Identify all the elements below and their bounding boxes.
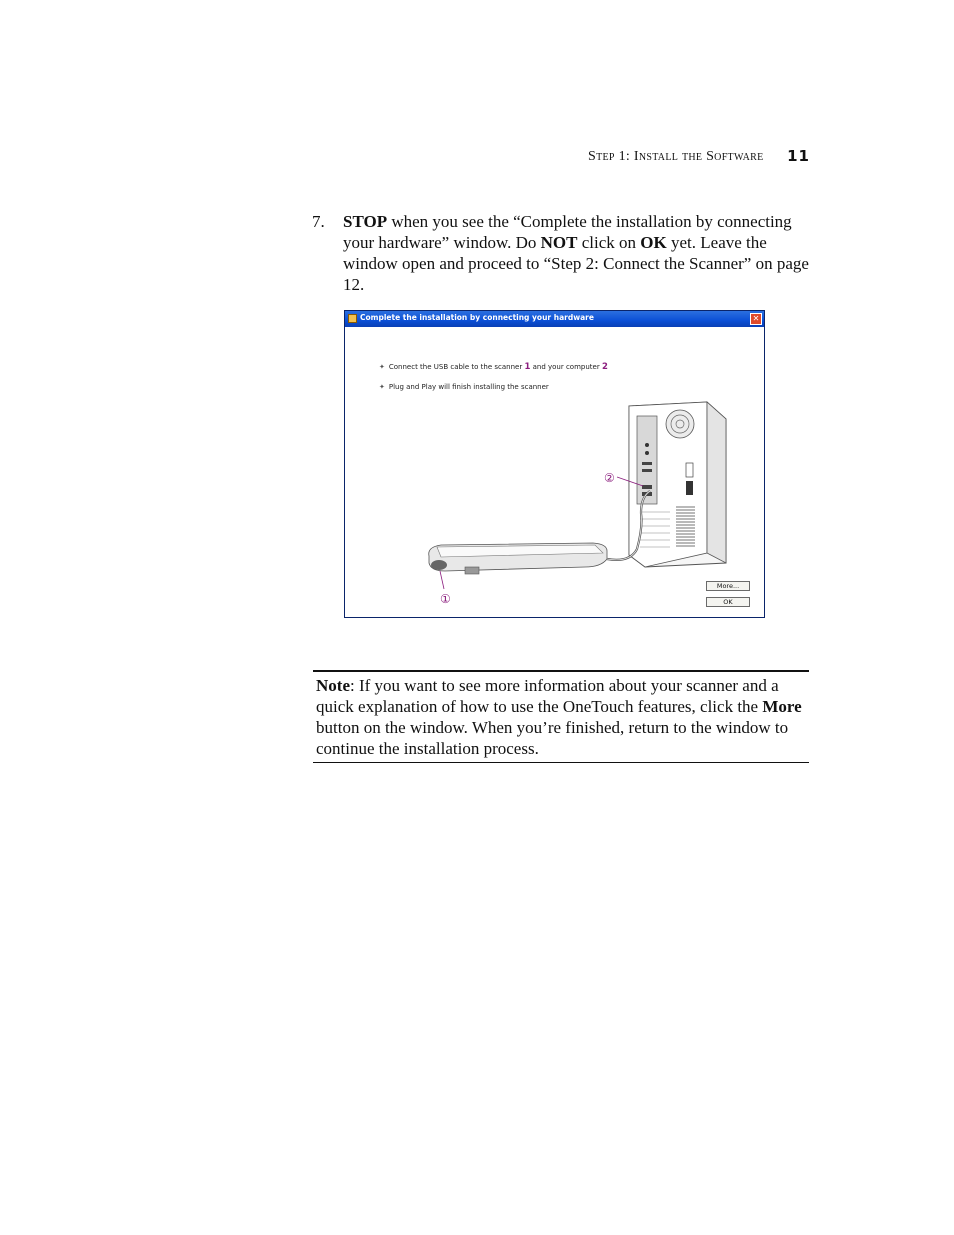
instruction-usb-text: Connect the USB cable to the scanner bbox=[388, 363, 525, 371]
app-icon bbox=[348, 314, 357, 323]
install-dialog-screenshot bbox=[344, 310, 765, 618]
dialog-titlebar bbox=[345, 311, 764, 327]
note-text-part1: : If you want to see more information about your scanner and a quick explanation of how to use the OneTouch features, click the bbox=[316, 676, 779, 716]
more-button[interactable]: More... bbox=[706, 581, 750, 591]
callout-1: ① bbox=[440, 592, 451, 606]
callout-2: ② bbox=[604, 471, 615, 485]
step-text-part1: when you see the “Complete the installation by connecting your hardware” window. Do bbox=[343, 212, 792, 252]
more-word: More bbox=[762, 697, 802, 716]
dialog-title: Complete the installation by connecting your hardware bbox=[360, 313, 594, 322]
instruction-usb-mid: and your computer bbox=[530, 363, 602, 371]
stop-word: STOP bbox=[343, 212, 388, 231]
note-box bbox=[313, 670, 809, 763]
close-icon[interactable]: ✕ bbox=[750, 313, 762, 325]
running-head bbox=[588, 148, 810, 168]
bullet-star-icon: ✦ bbox=[379, 363, 385, 371]
note-text bbox=[316, 675, 804, 759]
instruction-pnp-text: Plug and Play will finish installing the scanner bbox=[388, 383, 549, 391]
step-text bbox=[343, 211, 812, 295]
note-text-part2: button on the window. When you’re finished, return to the window to continue the installation process. bbox=[316, 718, 789, 758]
connection-illustration bbox=[345, 327, 764, 617]
ok-word: OK bbox=[640, 233, 667, 252]
computer-tower-icon bbox=[629, 402, 726, 567]
page-number: 11 bbox=[787, 147, 810, 165]
ok-button[interactable]: OK bbox=[706, 597, 750, 607]
step-text-part2: click on bbox=[577, 233, 641, 252]
step-number: 7. bbox=[312, 212, 325, 231]
step-7 bbox=[312, 211, 812, 295]
marker-1: 1 bbox=[524, 362, 531, 372]
note-label: Note bbox=[316, 676, 350, 695]
step-text-part3: yet. Leave the window open and proceed to “Step 2: Connect the Scanner” on page 12. bbox=[343, 233, 809, 294]
not-word: NOT bbox=[540, 233, 578, 252]
chapter-title: Step 1: Install the Software bbox=[588, 149, 764, 164]
bullet-star-icon: ✦ bbox=[379, 383, 385, 391]
marker-2: 2 bbox=[601, 362, 608, 372]
scanner-icon bbox=[429, 543, 607, 574]
